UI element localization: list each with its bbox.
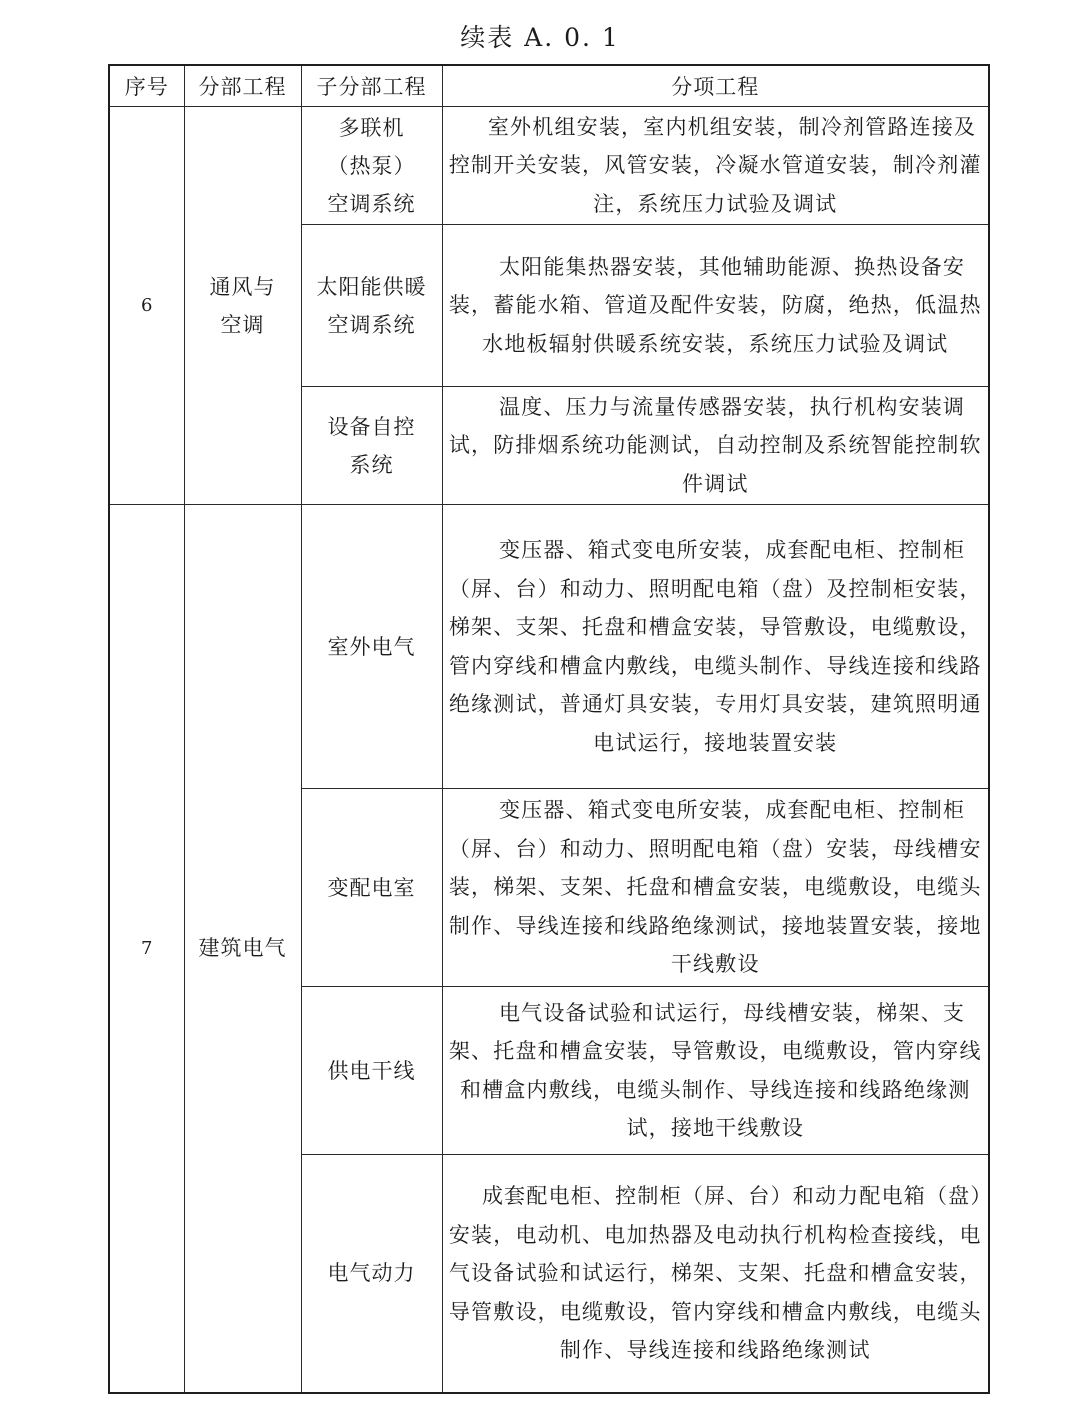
division-label: 建筑电气 bbox=[198, 936, 287, 961]
subdivision-label: 室外电气 bbox=[327, 634, 416, 659]
items-text: 变压器、箱式变电所安装，成套配电柜、控制柜（屏、台）和动力、照明配电箱（盘）及控制柜安装，梯架、支架、托盘和槽盒安装，导管敷设，电缆敷设，管内穿线和槽盒内敷线，电缆头制作、导线连接和线路绝缘测试，普通灯具安装，专用灯具安装，建筑照明通电试运行，接地装置安装 bbox=[448, 538, 982, 755]
items-cell bbox=[442, 225, 989, 387]
items-cell bbox=[442, 387, 989, 505]
table-row bbox=[109, 107, 989, 225]
items-cell bbox=[442, 789, 989, 987]
header-division: 分部工程 bbox=[184, 65, 301, 107]
division-label: 通风与空调 bbox=[209, 274, 276, 337]
items-text: 成套配电柜、控制柜（屏、台）和动力配电箱（盘）安装，电动机、电加热器及电动执行机构检查接线，电气设备试验和试运行，梯架、支架、托盘和槽盒安装，导管敷设，电缆敷设，管内穿线和槽盒内敷线，电缆头制作、导线连接和线路绝缘测试 bbox=[448, 1184, 983, 1362]
subdivision-cell bbox=[301, 505, 442, 789]
items-cell bbox=[442, 987, 989, 1155]
items-cell bbox=[442, 107, 989, 225]
header-items: 分项工程 bbox=[442, 65, 989, 107]
items-text: 温度、压力与流量传感器安装，执行机构安装调试，防排烟系统功能测试，自动控制及系统智能控制软件调试 bbox=[448, 394, 982, 496]
items-cell bbox=[442, 505, 989, 789]
division-cell bbox=[184, 107, 301, 505]
table-row bbox=[109, 505, 989, 789]
division-cell bbox=[184, 505, 301, 1393]
subdivision-label: 电气动力 bbox=[327, 1261, 416, 1286]
items-text: 太阳能集热器安装，其他辅助能源、换热设备安装，蓄能水箱、管道及配件安装，防腐，绝热，低温热水地板辐射供暖系统安装，系统压力试验及调试 bbox=[448, 254, 982, 356]
header-subdivision: 子分部工程 bbox=[301, 65, 442, 107]
subdivision-cell bbox=[301, 987, 442, 1155]
subdivision-cell bbox=[301, 107, 442, 225]
items-text: 电气设备试验和试运行，母线槽安装，梯架、支架、托盘和槽盒安装，导管敷设，电缆敷设，管内穿线和槽盒内敷线，电缆头制作、导线连接和线路绝缘测试，接地干线敷设 bbox=[448, 1000, 982, 1140]
subdivision-label: 太阳能供暖空调系统 bbox=[316, 274, 427, 337]
table-caption: 续表 A. 0. 1 bbox=[460, 23, 620, 52]
seq-cell: 6 bbox=[109, 107, 184, 505]
subdivision-label: 多联机（热泵）空调系统 bbox=[327, 115, 416, 216]
project-division-table bbox=[108, 64, 990, 1394]
header-row bbox=[109, 65, 989, 107]
subdivision-label: 设备自控系统 bbox=[327, 414, 416, 477]
header-seq: 序号 bbox=[109, 65, 184, 107]
items-cell bbox=[442, 1155, 989, 1393]
subdivision-cell bbox=[301, 1155, 442, 1393]
seq-cell: 7 bbox=[109, 505, 184, 1393]
subdivision-cell bbox=[301, 225, 442, 387]
items-text: 室外机组安装，室内机组安装，制冷剂管路连接及控制开关安装，风管安装，冷凝水管道安装，制冷剂灌注，系统压力试验及调试 bbox=[448, 114, 982, 216]
items-text: 变压器、箱式变电所安装，成套配电柜、控制柜（屏、台）和动力、照明配电箱（盘）安装，母线槽安装，梯架、支架、托盘和槽盒安装，电缆敷设，电缆头制作、导线连接和线路绝缘测试，接地装置安装，接地干线敷设 bbox=[448, 798, 982, 977]
subdivision-label: 供电干线 bbox=[327, 1058, 416, 1083]
subdivision-cell bbox=[301, 387, 442, 505]
subdivision-cell bbox=[301, 789, 442, 987]
subdivision-label: 变配电室 bbox=[327, 875, 416, 900]
